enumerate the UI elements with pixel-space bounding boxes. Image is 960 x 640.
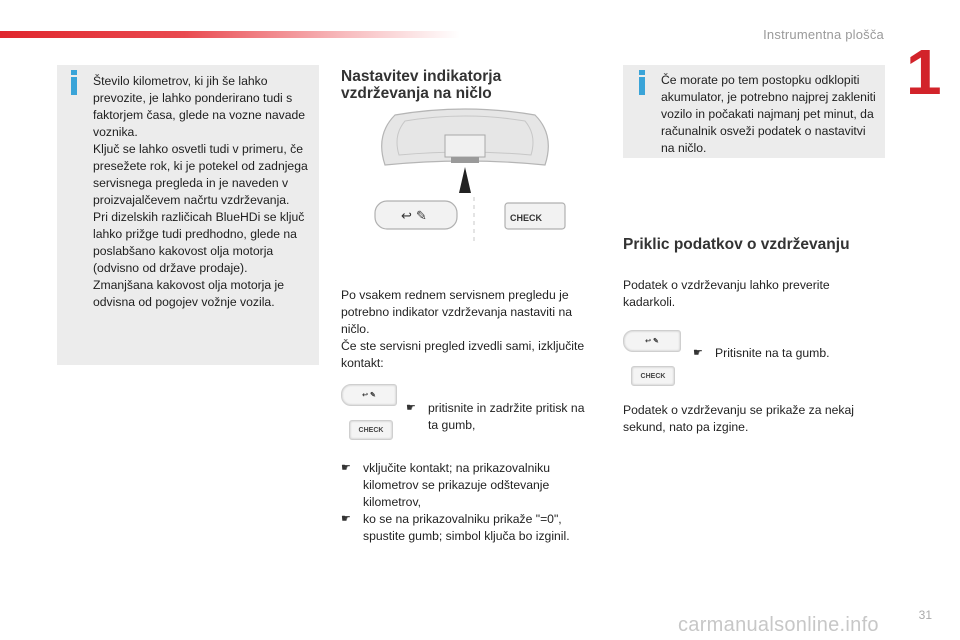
pointing-hand-icon: ☛ [406, 402, 416, 414]
watermark: carmanualsonline.info [678, 614, 879, 636]
right-info-text: Če morate po tem postopku odklopiti akumulator, je potrebno najprej zakleniti vozilo in počakati najmanj pet minut, da računalnik osveži podatek o nastavitvi na ničlo. [661, 73, 876, 155]
press-hold-instruction [406, 400, 592, 434]
recall-press-instruction [693, 345, 873, 362]
pointing-hand-icon: ☛ [341, 513, 351, 525]
info-icon [639, 77, 645, 95]
reset-button-small[interactable] [623, 330, 681, 352]
instrument-panel-illustration [355, 105, 575, 245]
pointing-hand-icon: ☛ [341, 462, 351, 474]
recall-outro: Podatek o vzdrževanju se prikaže za nekaj sekund, nato pa izgine. [623, 403, 855, 434]
recall-section-title: Priklic podatkov o vzdrževanju [623, 236, 850, 253]
reset-section-title: Nastavitev indikatorja vzdrževanja na ničlo [341, 68, 502, 102]
check-label: CHECK [510, 213, 543, 223]
bullet-text: pritisnite in zadržite pritisk na ta gumb, [428, 401, 585, 432]
reset-intro-line: Če ste servisni pregled izvedli sami, izključite kontakt: [341, 339, 585, 370]
display-base [451, 157, 479, 163]
bullet-text: ko se na prikazovalniku prikaže "=0", spustite gumb; simbol ključa bo izginil. [363, 512, 570, 543]
recall-intro: Podatek o vzdrževanju lahko preverite kadarkoli. [623, 278, 830, 309]
reset-intro [341, 287, 591, 372]
check-label: CHECK [358, 426, 384, 434]
info-paragraph: Zmanjšana kakovost olja motorja je odvisna od pogojev vožnje vozila. [93, 278, 285, 309]
check-button-small[interactable] [631, 366, 675, 386]
info-paragraph: Ključ se lahko osvetli tudi v primeru, če presežete rok, ki je potekel od zadnjega servisnega pregleda in je naveden v proizvajalčevem načrtu vzdrževanja. [93, 142, 308, 207]
chapter-number: 1 [906, 36, 942, 108]
reset-button-small[interactable] [341, 384, 397, 406]
pointer-arrow [459, 167, 471, 193]
header-accent-bar [0, 31, 460, 38]
return-wrench-icon: ↩ ✎ [645, 338, 659, 345]
reset-intro-line: Po vsakem rednem servisnem pregledu je potrebno indikator vzdrževanja nastaviti na ničlo. [341, 288, 573, 336]
check-button-small[interactable] [349, 420, 393, 440]
left-info-text [93, 73, 309, 311]
info-paragraph: Pri dizelskih različicah BlueHDi se ključ lahko prižge tudi predhodno, glede na poslabšano kakovost olja motorja (odvisno od države prodaje). [93, 210, 305, 275]
return-wrench-icon: ↩ ✎ [362, 392, 376, 399]
info-icon [71, 77, 77, 95]
info-paragraph: Število kilometrov, ki jih še lahko prevozite, je lahko ponderirano tudi s faktorjem časa, glede na vozne navade voznika. [93, 74, 306, 139]
cluster-display [445, 135, 485, 157]
check-label: CHECK [640, 372, 666, 380]
pointing-hand-icon: ☛ [693, 347, 703, 359]
page-number: 31 [918, 608, 932, 622]
return-wrench-icon: ↩ ✎ [401, 209, 427, 224]
left-info-box [57, 65, 319, 365]
bullet-text: Pritisnite na ta gumb. [715, 346, 830, 360]
reset-steps-list [341, 460, 591, 545]
right-info-box [623, 65, 885, 158]
bullet-text: vključite kontakt; na prikazovalniku kilometrov se prikazuje odštevanje kilometrov, [363, 461, 550, 509]
page-header-title: Instrumentna plošča [763, 27, 884, 42]
